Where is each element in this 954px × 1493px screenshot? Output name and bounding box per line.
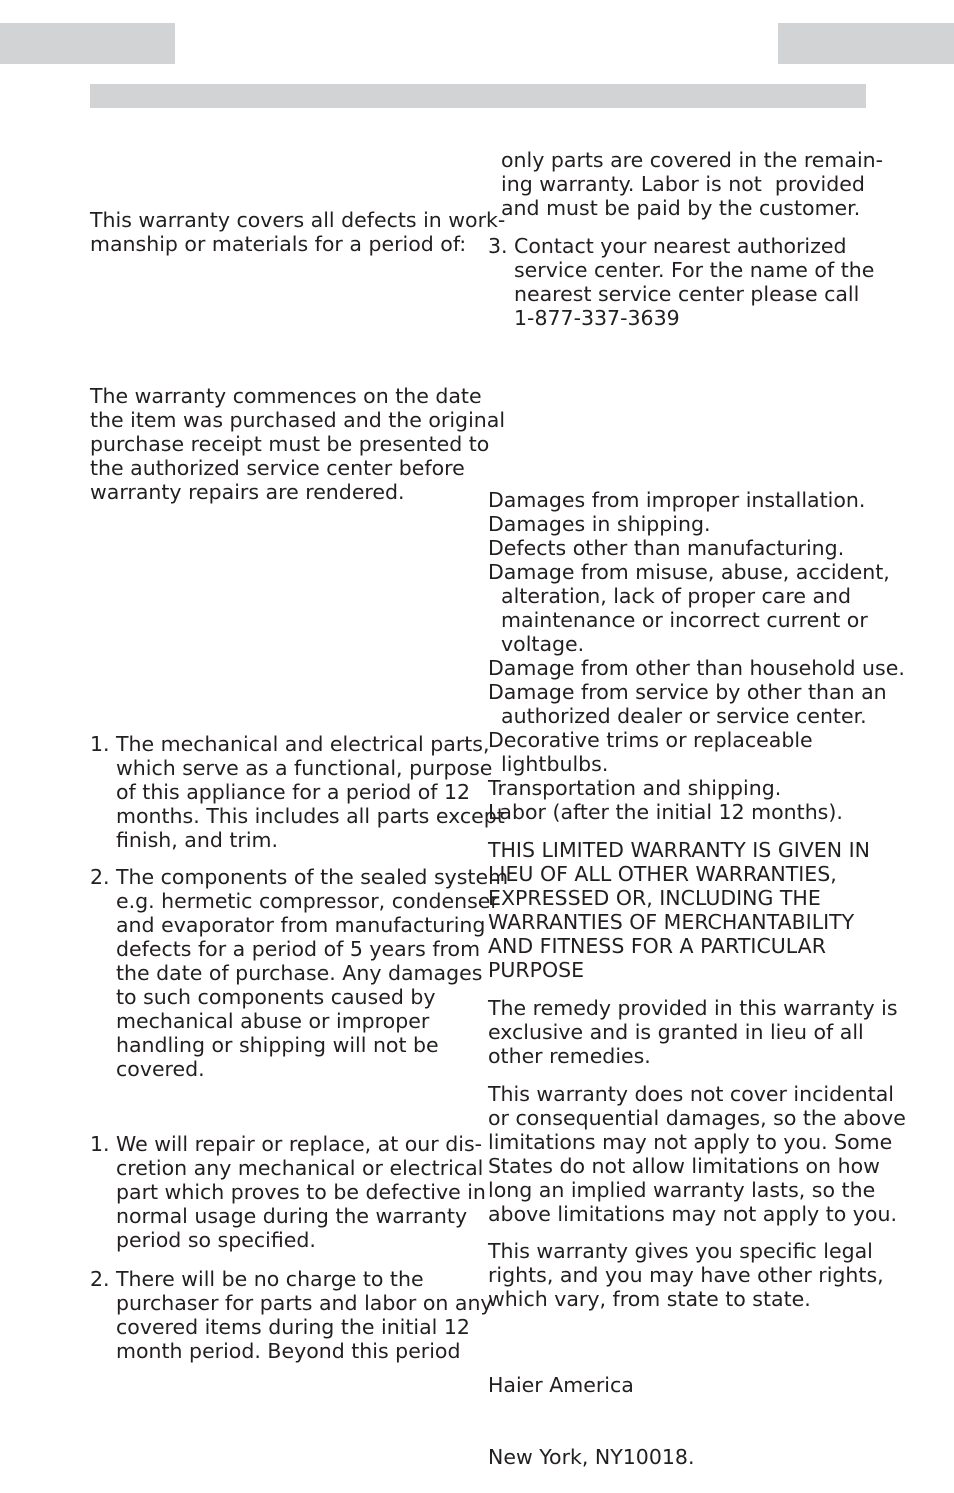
header-tab-left [0, 23, 175, 64]
commencement-paragraph: The warranty commences on the date the item was purchased and the original purchase receipt must be presented to the authorized service center before warranty repairs are rendered. [90, 384, 506, 504]
exclusion-item: Defects other than manufacturing. [488, 536, 845, 560]
covered-item-text: The components of the sealed system e.g. hermetic compressor, condenser and evaporator from manufacturing defects for a period of 5 years from the date of purchase. Any damages to such components caused by mechanical abuse or improper handling or shipping will not be covered. [116, 865, 509, 1081]
company-name: Haier America [488, 1373, 634, 1397]
exclusion-item: Decorative trims or replaceable lightbulbs. [488, 728, 813, 776]
service-item-text: We will repair or replace, at our dis- cretion any mechanical or electrical part which proves to be defective in normal usage during the warranty period so specified. [116, 1132, 486, 1252]
service-item-number: 1. [90, 1132, 110, 1156]
company-address: New York, NY10018. [488, 1445, 695, 1469]
incidental-paragraph: This warranty does not cover incidental or consequential damages, so the above limitations may not apply to you. Some States do not allow limitations on how long an implied warranty lasts, so the above limitations may not apply to you. [488, 1082, 906, 1226]
service-item-text: There will be no charge to the purchaser for parts and labor on any covered items during the initial 12 month period. Beyond this period [116, 1267, 493, 1363]
exclusion-item: Labor (after the initial 12 months). [488, 800, 843, 824]
covered-item-number: 1. [90, 732, 110, 756]
service-item-2-continued: only parts are covered in the remain- ing warranty. Labor is not provided and must be paid by the customer. [501, 148, 884, 220]
exclusion-item: Damages from improper installation. [488, 488, 866, 512]
covered-item-text: The mechanical and electrical parts, which serve as a functional, purpose of this appliance for a period of 12 months. This includes all parts except finish, and trim. [116, 732, 505, 852]
service-item-text: Contact your nearest authorized service center. For the name of the nearest service center please call 1-877-337-3639 [514, 234, 875, 330]
header-tab-right [778, 23, 954, 64]
section-header-bar [90, 84, 866, 108]
exclusions-list [488, 488, 905, 824]
service-item-number: 3. [488, 234, 508, 258]
covered-item-number: 2. [90, 865, 110, 889]
exclusion-item: Damage from other than household use. [488, 656, 905, 680]
exclusion-item: Damages in shipping. [488, 512, 711, 536]
exclusion-item: Transportation and shipping. [488, 776, 782, 800]
disclaimer-paragraph: THIS LIMITED WARRANTY IS GIVEN IN LIEU OF ALL OTHER WARRANTIES, EXPRESSED OR, INCLUDING THE WARRANTIES OF MERCHANTABILITY AND FITNESS FOR A PARTICULAR PURPOSE [488, 838, 870, 982]
service-item-number: 2. [90, 1267, 110, 1291]
rights-paragraph: This warranty gives you specific legal rights, and you may have other rights, which vary, from state to state. [488, 1239, 884, 1311]
remedy-paragraph: The remedy provided in this warranty is exclusive and is granted in lieu of all other remedies. [488, 996, 898, 1068]
exclusion-item: Damage from service by other than an authorized dealer or service center. [488, 680, 887, 728]
company-block [488, 1325, 695, 1493]
exclusion-item: Damage from misuse, abuse, accident, alteration, lack of proper care and maintenance or incorrect current or voltage. [488, 560, 890, 656]
coverage-paragraph: This warranty covers all defects in work- manship or materials for a period of: [90, 208, 506, 256]
